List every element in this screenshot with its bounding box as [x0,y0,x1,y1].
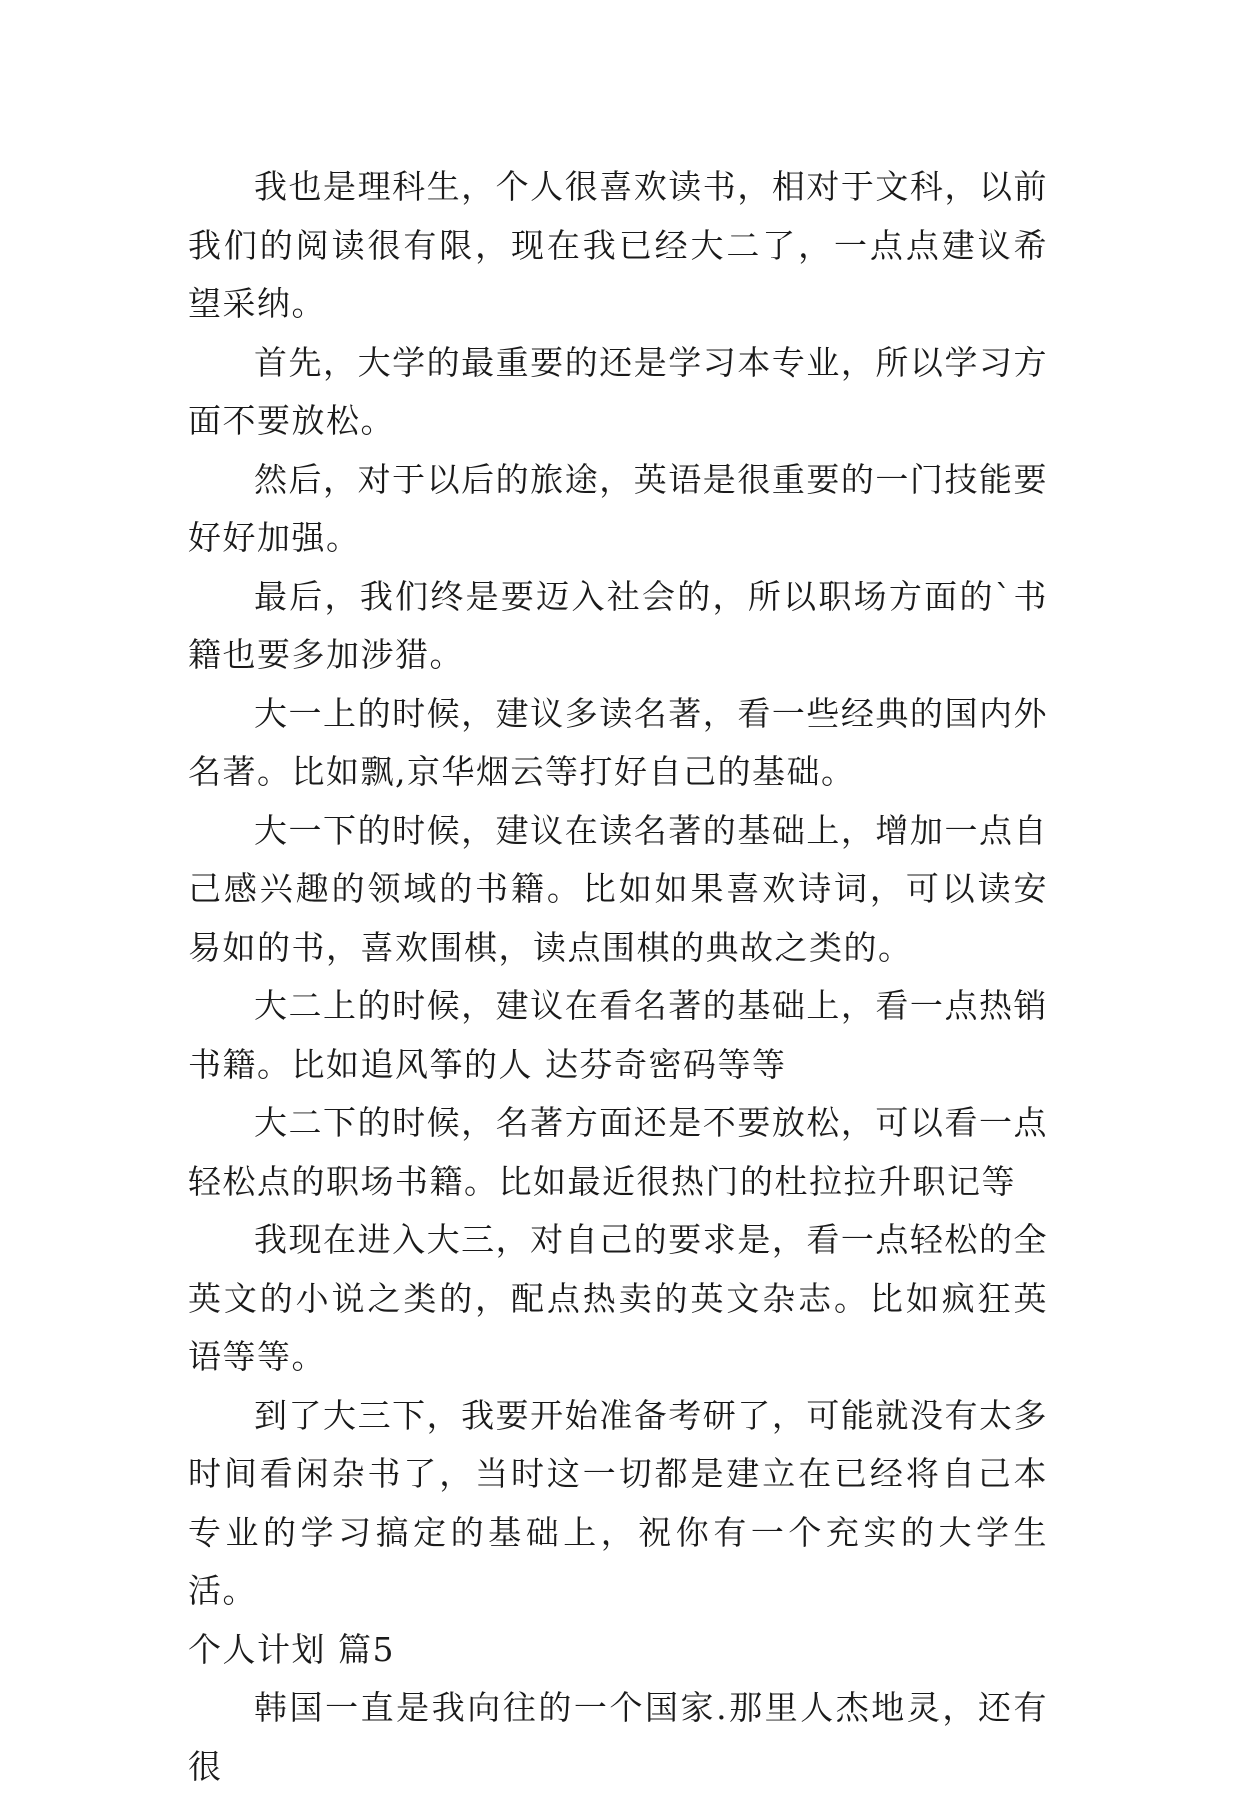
paragraph-7: 大二上的时候，建议在看名著的基础上，看一点热销书籍。比如追风筝的人 达芬奇密码等等 [188,986,1048,1084]
paragraph-5: 大一上的时候，建议多读名著，看一些经典的国内外名著。比如飘,京华烟云等打好自己的基础。 [188,693,1048,791]
paragraph-last: 韩国一直是我向往的一个国家.那里人杰地灵，还有很 [188,1688,1048,1786]
paragraph-6: 大一下的时候，建议在读名著的基础上，增加一点自己感兴趣的领域的书籍。比如如果喜欢诗词，可以读安易如的书，喜欢围棋，读点围棋的典故之类的。 [188,810,1048,967]
paragraph-9: 我现在进入大三，对自己的要求是，看一点轻松的全英文的小说之类的，配点热卖的英文杂志。比如疯狂英语等等。 [188,1220,1048,1376]
paragraph-2: 首先，大学的最重要的还是学习本专业，所以学习方面不要放松。 [188,342,1048,440]
paragraph-8: 大二下的时候，名著方面还是不要放松，可以看一点轻松点的职场书籍。比如最近很热门的杜拉拉升职记等 [188,1103,1048,1201]
document-body [188,158,1048,1796]
paragraph-4: 最后，我们终是要迈入社会的，所以职场方面的`书籍也要多加涉猎。 [188,576,1048,674]
section-heading: 个人计划 篇5 [188,1629,395,1669]
paragraph-1: 我也是理科生，个人很喜欢读书，相对于文科，以前我们的阅读很有限，现在我已经大二了，一点点建议希望采纳。 [188,167,1048,323]
paragraph-3: 然后，对于以后的旅途，英语是很重要的一门技能要好好加强。 [188,459,1048,557]
paragraph-10: 到了大三下，我要开始准备考研了，可能就没有太多时间看闲杂书了，当时这一切都是建立在已经将自己本专业的学习搞定的基础上，祝你有一个充实的大学生活。 [188,1395,1048,1610]
